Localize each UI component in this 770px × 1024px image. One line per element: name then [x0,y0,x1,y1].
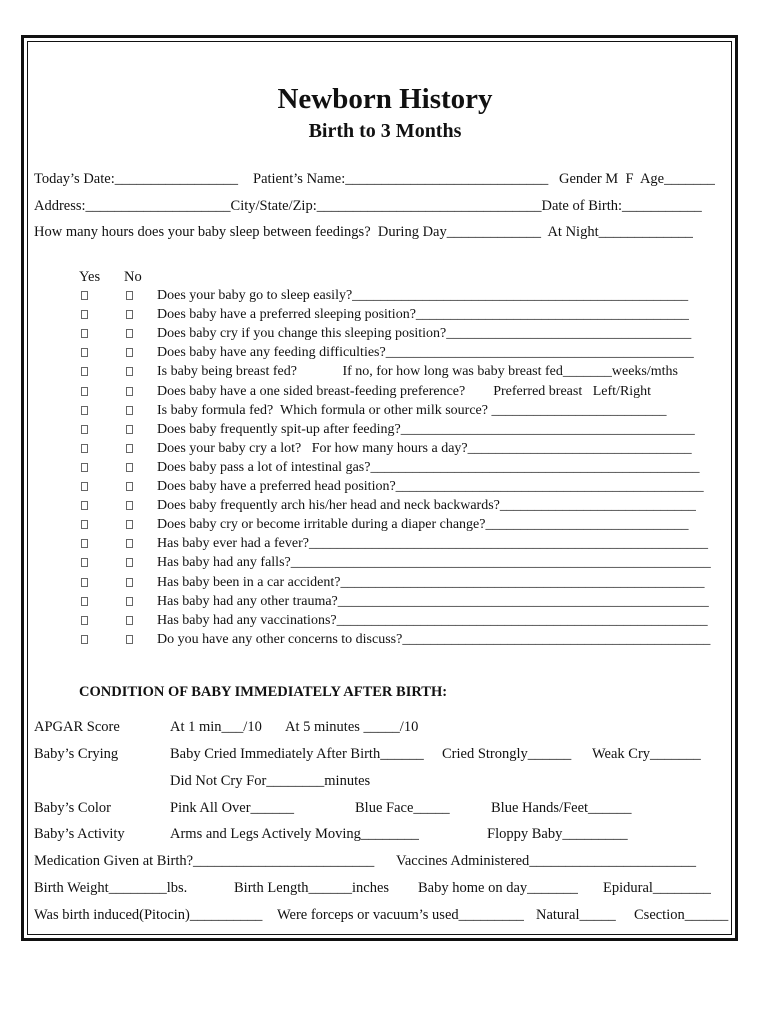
cried-immediately-field[interactable]: Baby Cried Immediately After Birth______ [170,746,424,762]
question-text[interactable]: Does baby have a one sided breast-feeding preference? Preferred breast Left/Right [157,383,652,399]
birth-length-field[interactable]: Birth Length______inches [234,880,390,896]
yes-checkbox[interactable] [81,616,88,625]
condition-heading: CONDITION OF BABY IMMEDIATELY AFTER BIRTH: [79,684,448,700]
patient-name-field[interactable]: Patient’s Name:____________________________ [253,171,549,187]
question-text[interactable]: Do you have any other concerns to discuss?____________________________________________ [157,631,711,647]
no-checkbox[interactable] [126,310,133,319]
crying-label: Baby’s Crying [34,746,119,762]
yes-checkbox[interactable] [81,291,88,300]
question-text[interactable]: Has baby ever had a fever?_________________________________________________________ [157,536,708,552]
no-checkbox[interactable] [126,291,133,300]
no-checkbox[interactable] [126,348,133,357]
yes-checkbox[interactable] [81,482,88,491]
question-text[interactable]: Does baby have any feeding difficulties?____________________________________________ [157,345,694,361]
yes-checkbox[interactable] [81,597,88,606]
question-text[interactable]: Does your baby cry a lot? For how many hours a day?________________________________ [157,440,692,456]
question-text[interactable]: Does baby cry or become irritable during a diaper change?_____________________________ [157,517,689,533]
question-text[interactable]: Has baby been in a car accident?____________________________________________________ [157,574,705,590]
baby-home-day-field[interactable]: Baby home on day_______ [418,880,578,896]
yes-checkbox[interactable] [81,387,88,396]
forceps-vacuum-field[interactable]: Were forceps or vacuum’s used_________ [277,907,524,923]
yes-column-header: Yes [79,269,101,285]
no-checkbox[interactable] [126,329,133,338]
yes-checkbox[interactable] [81,501,88,510]
no-checkbox[interactable] [126,444,133,453]
yes-checkbox[interactable] [81,539,88,548]
question-text[interactable]: Does baby have a preferred head position?____________________________________________ [157,479,704,494]
cried-strongly-field[interactable]: Cried Strongly______ [442,746,572,762]
question-text[interactable]: Does baby frequently spit-up after feeding?__________________________________________ [157,421,695,437]
apgar-5min-field[interactable]: At 5 minutes _____/10 [285,719,419,735]
no-checkbox[interactable] [126,616,133,625]
blue-hands-feet-field[interactable]: Blue Hands/Feet______ [491,800,632,816]
sleep-hours-question[interactable]: How many hours does your baby sleep between feedings? During Day_____________ At Night_____________ [34,224,693,240]
no-checkbox[interactable] [126,406,133,415]
no-checkbox[interactable] [126,635,133,644]
arms-legs-moving-field[interactable]: Arms and Legs Actively Moving________ [170,826,419,842]
no-checkbox[interactable] [126,367,133,376]
yes-checkbox[interactable] [81,635,88,644]
question-text[interactable]: Does baby frequently arch his/her head and neck backwards?____________________________ [157,498,696,514]
natural-field[interactable]: Natural_____ [536,907,616,923]
yes-checkbox[interactable] [81,367,88,376]
yes-checkbox[interactable] [81,444,88,453]
question-text[interactable]: Has baby had any falls?____________________________________________________________ [157,555,711,571]
birth-weight-field[interactable]: Birth Weight________lbs. [34,880,188,896]
gender-age-field[interactable]: Gender M F Age_______ [559,171,715,187]
question-text[interactable]: Is baby being breast fed? If no, for how long was baby breast fed_______weeks/mths [157,364,678,380]
yes-checkbox[interactable] [81,463,88,472]
medication-field[interactable]: Medication Given at Birth?_________________________ [34,853,375,869]
yes-checkbox[interactable] [81,310,88,319]
yes-checkbox[interactable] [81,348,88,357]
did-not-cry-field[interactable]: Did Not Cry For________minutes [170,773,371,789]
no-column-header: No [124,269,142,285]
yes-checkbox[interactable] [81,520,88,529]
no-checkbox[interactable] [126,578,133,587]
floppy-baby-field[interactable]: Floppy Baby_________ [487,826,628,842]
form-subtitle: Birth to 3 Months [308,120,462,142]
epidural-field[interactable]: Epidural________ [603,880,711,896]
no-checkbox[interactable] [126,482,133,491]
yes-checkbox[interactable] [81,406,88,415]
weak-cry-field[interactable]: Weak Cry_______ [592,746,701,762]
pink-all-over-field[interactable]: Pink All Over______ [170,800,295,816]
no-checkbox[interactable] [126,539,133,548]
no-checkbox[interactable] [126,558,133,567]
activity-label: Baby’s Activity [34,826,125,842]
color-label: Baby’s Color [34,800,111,816]
question-text[interactable]: Does baby cry if you change this sleeping position?___________________________________ [157,326,692,342]
csection-field[interactable]: Csection______ [634,907,729,923]
apgar-1min-field[interactable]: At 1 min___/10 [170,719,262,735]
question-text[interactable]: Does baby pass a lot of intestinal gas?_______________________________________________ [157,459,700,475]
question-text[interactable]: Does your baby go to sleep easily?________________________________________________ [157,288,689,303]
no-checkbox[interactable] [126,501,133,510]
yes-checkbox[interactable] [81,558,88,567]
question-text[interactable]: Does baby have a preferred sleeping position?_______________________________________ [157,307,689,323]
yes-checkbox[interactable] [81,329,88,338]
no-checkbox[interactable] [126,463,133,472]
question-text[interactable]: Is baby formula fed? Which formula or other milk source? _________________________ [157,402,667,418]
vaccines-field[interactable]: Vaccines Administered_______________________ [396,853,697,869]
apgar-label: APGAR Score [34,719,120,735]
blue-face-field[interactable]: Blue Face_____ [355,800,450,816]
no-checkbox[interactable] [126,425,133,434]
yes-checkbox[interactable] [81,578,88,587]
yes-checkbox[interactable] [81,425,88,434]
no-checkbox[interactable] [126,387,133,396]
no-checkbox[interactable] [126,597,133,606]
question-text[interactable]: Has baby had any other trauma?_____________________________________________________ [157,593,709,609]
form-title: Newborn History [277,83,493,115]
question-text[interactable]: Has baby had any vaccinations?_____________________________________________________ [157,612,708,628]
birth-induced-field[interactable]: Was birth induced(Pitocin)__________ [34,907,263,923]
address-line[interactable]: Address:____________________City/State/Zip:_______________________________Date of Birth:___________ [34,198,702,214]
no-checkbox[interactable] [126,520,133,529]
todays-date-field[interactable]: Today’s Date:_________________ [34,171,238,187]
